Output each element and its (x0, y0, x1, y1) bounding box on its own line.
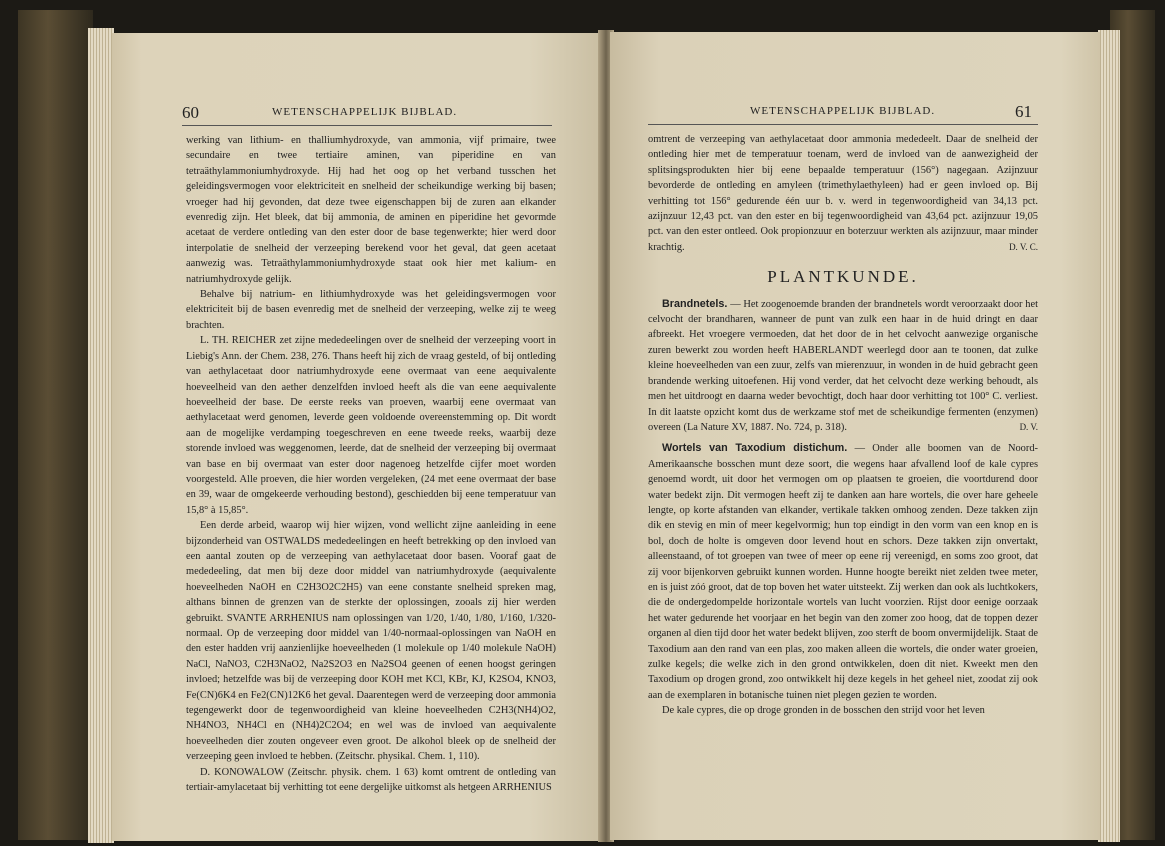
page-edges-left (88, 28, 114, 843)
page-edges-right (1098, 30, 1120, 842)
paragraph: De kale cypres, die op droge gronden in de bosschen den strijd voor het leven (662, 705, 985, 717)
subheading: Wortels van Taxodium distichum. (662, 442, 848, 455)
author-initials: D. V. C. (1009, 241, 1038, 252)
page-number: 60 (182, 103, 199, 122)
paragraph (648, 441, 1038, 703)
subheading: Brandnetels. (662, 297, 728, 310)
right-page (610, 32, 1100, 840)
paragraph: werking van lithium- en thalliumhydroxyde, van ammonia, vijf primaire, twee secundaire en twee tertiaire aminen, van piperidine en van tetraäthylammoniumhydroxyde. Hij had het oog op het verband tusschen het geleidingsvermogen voor elektriciteit en snelheid der scheikundige werking bij basen; vroeger had hij gevonden, dat deze twee eigenschappen bij de zuren aan elkander evenredig zijn. Het bleek, dat bij ammonia, de aminen en piperidine het gevormde acetaat de verdere ontleding van den ester door de base tegenwerkte; hier werd door interpolatie de snelheid der verzeeping berekend voor het geval, dat geen acetaat aanwezig was. Tetraäthylammoniumhydroxyde staat ook hier met kalium- en natriumhydroxyde gelijk. (186, 135, 556, 285)
header-rule (182, 125, 552, 126)
page-number: 61 (1015, 102, 1032, 121)
paragraph: Behalve bij natrium- en lithiumhydroxyde was het geleidingsvermogen voor elektriciteit bij de basen evenredig met de snelheid der verzeeping, welke zij te weeg brachten. (186, 289, 556, 331)
paragraph: D. KONOWALOW (Zeitschr. physik. chem. 1 63) komt omtrent de ontleding van tertiair-amylacetaat bij verhitting tot eene dergelijke uitkomst als hetgeen ARRHENIUS (186, 766, 556, 794)
paragraph (648, 132, 1038, 255)
book-cover-left (18, 10, 93, 840)
section-title: PLANTKUNDE. (767, 267, 919, 287)
left-page (112, 33, 602, 841)
running-header: WETENSCHAPPELIJK BIJBLAD. (750, 105, 936, 117)
paragraph: Een derde arbeid, waarop wij hier wijzen, vond wellicht zijne aanleiding in eene bijzonderheid van OSTWALDS mededeelingen en heeft betrekking op den invloed van een aantal zouten op de verzeeping van aethylacetaat door basen. Vooraf gaat de mededeeling, dat men bij deze door middel van natriumhydroxyde (aequivalente hoeveelheden NaOH en C2H3O2C2H5) van eene constante snelheid spreken mag, althans binnen de grenzen van de sterkte der oplossingen, zooals zij hier werden gebruikt. SVANTE ARRHENIUS nam oplossingen van 1/20, 1/40, 1/80, 1/160, 1/320-normaal. Op de verzeeping door middel van 1/40-normaal-oplossingen van NaOH en den ester hadden vrij aanzienlijke hoeveelheden (1 molekule op 1/40 molekule NaOH) NaCl, NaNO3, C2H3NaO2, Na2S2O3 en Na2SO4 geenen of eenen hoogst geringen invloed; hetzelfde was bij de verzeeping door KOH met KCl, KBr, KJ, K2SO4, KNO3, Fe(CN)6K4 en Fe2(CN)12K6 het geval. Daarentegen werd de verzeeping door ammonia tegengewerkt door de tegenwoordigheid van kleine hoeveelheden C2H3(NH4)O2, NH4NO3, NH4Cl en (NH4)2C2O4; en wel was de invloed van aequivalente hoeveelheden dier zouten ongeveer even groot. De alkohol bleek op de snelheid der verzeeping geen invloed te hebben. (Zeitschr. physikal. Chem. 1, 110). (186, 520, 556, 763)
header-rule (648, 124, 1038, 125)
running-header: WETENSCHAPPELIJK BIJBLAD. (272, 106, 458, 118)
text-column (648, 132, 1038, 719)
paragraph-text: — Onder alle boomen van de Noord-Amerikaansche bosschen munt deze soort, die wegens haar afvallend loof de kale cypres genoemd wordt, uit door het vermogen om op plaatsen te groeien, die voortdurend door water bedekt zijn. Dit vermogen heeft zij te danken aan hare wortels, die over hare geheele lengte, op korte afstanden van elkander, vertikale takken omhoog zenden. Deze takken zijn dik en stevig en min of meer kegelvormig; hun top eindigt in den vorm van een knop en is bol, doch de holte is omgeven door levend hout en schors. Deze takken zijn onvertakt, alleenstaand, of tot groepen van twee of meer op eene rij vereenigd, en soms zoo groot, dat zij voor bijenkorven gebruikt kunnen worden. Hunne hoogte bereikt niet zelden twee meter, en is juist zóó groot, dat de top boven het water uitsteekt. Zij werken dan ook als luchtkokers, die de ondergedompelde horizontale wortels van lucht voorzien. Rijst door eenige oorzaak het water gedurende het voorjaar en het begin van den zomer zoo hoog, dat de toppen dezer organen al dien tijd door het water bedekt blijven, zoo sterft de boom onvermijdelijk. Staat de Taxodium aan den rand van een plas, zoo maken alleen die wortels, die onder water groeien, zulke kegels; die welke zich in den grond ontwikkelen, doen dit niet. Kweekt men den Taxodium op drogen grond, zoo ontwikkelt hij deze kegels in het geheel niet, zoodat zij ook aan de exemplaren in botanische tuinen niet plegen gezien te worden. (648, 443, 1038, 701)
author-initials: D. V. (1019, 421, 1038, 432)
paragraph (648, 297, 1038, 436)
paragraph-text: — Het zoogenoemde branden der brandnetels wordt veroorzaakt door het celvocht der brandharen, wanneer de punt van zulk een haar in de huid dringt en daar afbreekt. Het vroegere vermoeden, dat het door de in het celvocht aanwezige organische zuren bewerkt zou worden heeft HABERLANDT weerlegd door aan te toonen, dat zulke kleine hoeveelheden van een zuur, zelfs van mierenzuur, in wonden in de huid gebracht geen brandende werking uitoefenen. Hij vond verder, dat het celvocht deze werking behoudt, als men het uitdroogt en daarna weder bevochtigt, doch haar door verhitting tot 100° C. verliest. In dit laatste opzicht komt dus de werkzame stof met de scheikundige fermenten (enzymen) overeen (La Nature XV, 1887. No. 724, p. 318). (648, 298, 1038, 433)
text-column (186, 133, 556, 795)
paragraph-text: omtrent de verzeeping van aethylacetaat door ammonia mededeelt. Daar de snelheid der ontleding hier met de temperatuur toenam, werd de invloed van de aanwezigheid der splitsingsprodukten hier bij eene bepaalde temperatuur (156°) nagegaan. Azijnzuur bevorderde de ontleding en amyleen (trimethylaethyleen) had er geen invloed op. Bij verhitting tot 156° gedurende één uur b. v. werd in tegenwoordigheid van 34,13 pct. azijnzuur 12,43 pct. van den ester en bij tegenwoordigheid van 43,64 pct. azijnzuur 19,05 pct. van den ester ontleed. Ook propionzuur en boterzuur werkten als azijnzuur, maar minder krachtig. (648, 134, 1038, 253)
paragraph: L. TH. REICHER zet zijne mededeelingen over de snelheid der verzeeping voort in Liebig's Ann. der Chem. 238, 276. Thans heeft hij zich de vraag gesteld, of bij ontleding van aethylacetaat door natriumhydroxyde eene overmaat van eene aequivalente hoeveelheid van den aether denzelfden invloed heeft als die van eene aequivalente hoeveelheid der base. De eerste reeks van proeven, waarbij eene overmaat van aethylacetaat werd genomen, leverde geen voldoende overeenstemming op. Dit wordt aan de mogelijke verdamping toegeschreven en eene tweede reeks, waarbij deze storende invloed was weggenomen, leerde, dat de snelheid der verzeeping bij overmaat van base en bij overmaat van ester door nagenoeg hetzelfde cijfer moet worden voorgesteld. Alle proeven, die hier worden vergeleken, (24 met eene overmaat der base en 39, waar de omgekeerde verhouding bestond), geschiedden bij eene temperatuur van 15,8° à 15,85°. (186, 335, 556, 516)
